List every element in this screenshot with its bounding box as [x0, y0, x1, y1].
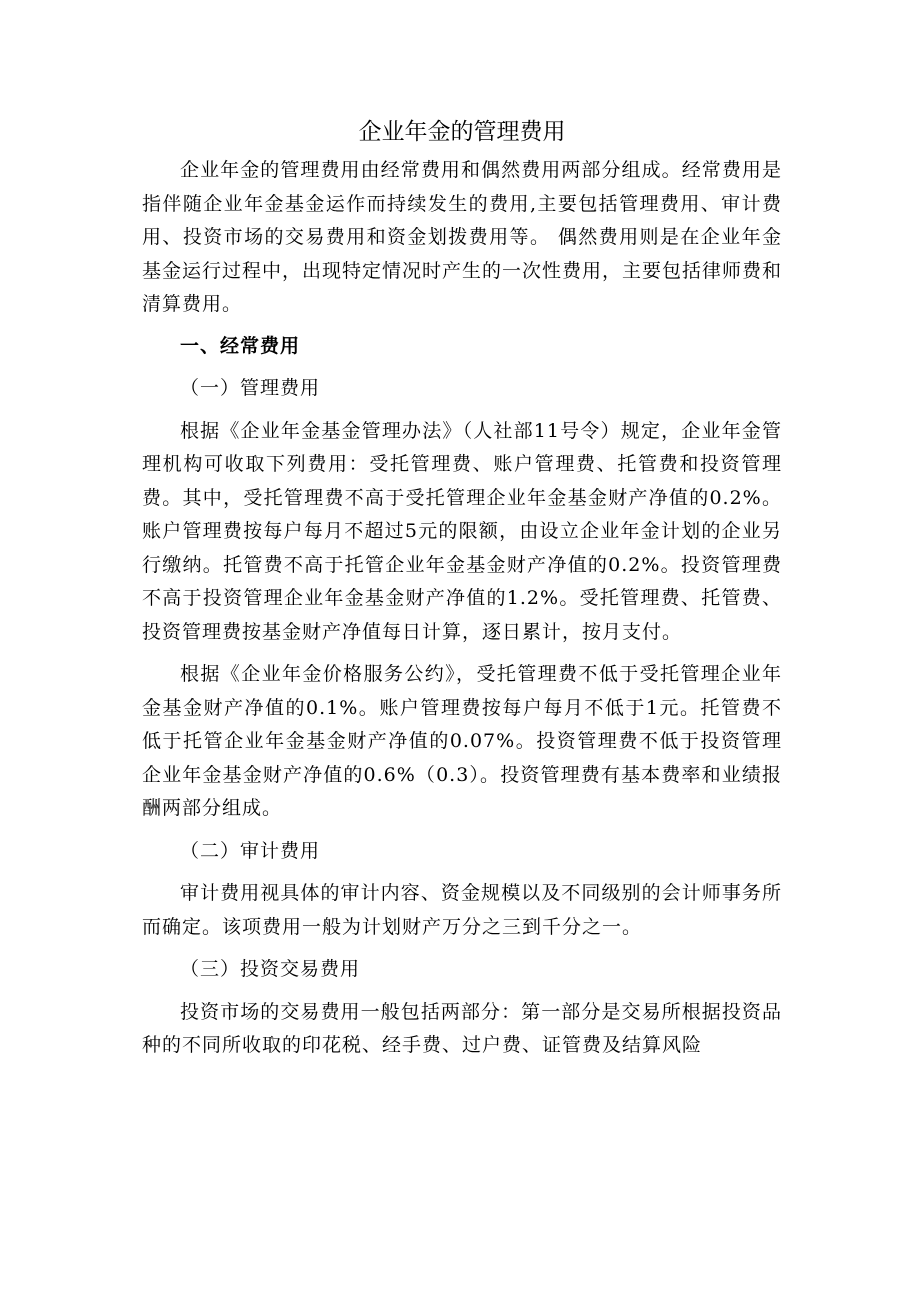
- trading-fees-paragraph: 投资市场的交易费用一般包括两部分：第一部分是交易所根据投资品种的不同所收取的印花税、经手费、过户费、证管费及结算风险: [142, 1000, 782, 1056]
- section-heading-regular-costs: 一、经常费用: [180, 334, 301, 357]
- intro-paragraph: 企业年金的管理费用由经常费用和偶然费用两部分组成。经常费用是指伴随企业年金基金运作而持续发生的费用,主要包括管理费用、审计费用、投资市场的交易费用和资金划拨费用等。 偶然费用则是在企业年金基金运行过程中，出现特定情况时产生的一次性费用，主要包括律师费和清算费用。: [142, 159, 783, 315]
- document-page: [142, 112, 782, 1063]
- management-fees-paragraph-2: 根据《企业年金价格服务公约》，受托管理费不低于受托管理企业年金基金财产净值的0.1%。账户管理费按每户每月不低于1元。托管费不低于托管企业年金基金财产净值的0.07%。投资管理费不低于投资管理企业年金基金财产净值的0.6%（0.3）。投资管理费有基本费率和业绩报酬两部分组成。: [142, 663, 782, 819]
- subsection-heading-management-fees: （一）管理费用: [180, 377, 321, 399]
- audit-fees-paragraph: 审计费用视具体的审计内容、资金规模以及不同级别的会计师事务所而确定。该项费用一般为计划财产万分之三到千分之一。: [142, 882, 782, 938]
- subsection-heading-trading-fees: （三）投资交易费用: [180, 958, 361, 980]
- management-fees-paragraph-1: 根据《企业年金基金管理办法》（人社部11号令）规定，企业年金管理机构可收取下列费用：受托管理费、账户管理费、托管费和投资管理费。其中，受托管理费不高于受托管理企业年金基金财产净值的0.2%。账户管理费按每户每月不超过5元的限额，由设立企业年金计划的企业另行缴纳。托管费不高于托管企业年金基金财产净值的0.2%。投资管理费不高于投资管理企业年金基金财产净值的1.2%。受托管理费、托管费、投资管理费按基金财产净值每日计算，逐日累计，按月支付。: [142, 419, 782, 643]
- document-title: 企业年金的管理费用: [358, 119, 566, 145]
- subsection-heading-audit-fees: （二）审计费用: [180, 839, 321, 862]
